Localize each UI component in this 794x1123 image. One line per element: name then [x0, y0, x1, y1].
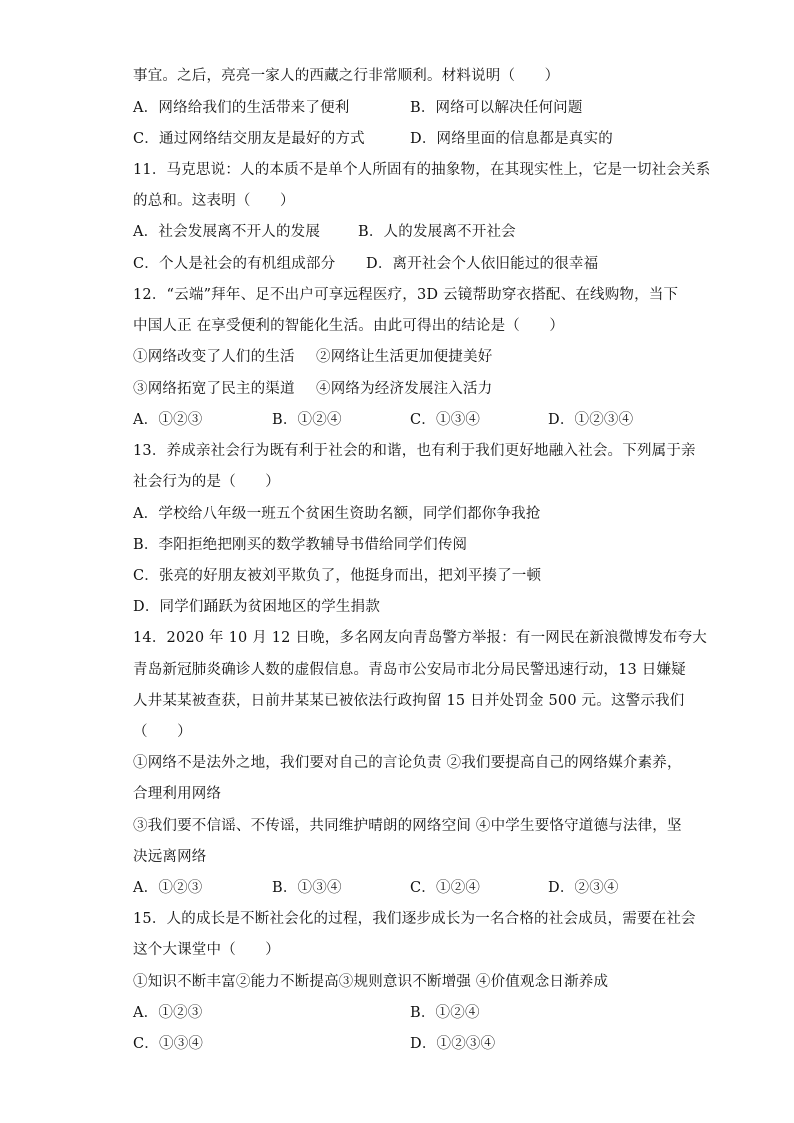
q14-stem-line-3: 人井某某被查获，日前井某某已被依法行政拘留 15 日并处罚金 500 元。这警示我们 [133, 693, 685, 709]
q10-stem-tail: 事宜。之后，亮亮一家人的西藏之行非常顺利。材料说明（ ） [133, 68, 560, 84]
q14-option-b: B．①③④ [272, 880, 342, 896]
q13-stem-line-1: 13．养成亲社会行为既有利于社会的和谐，也有利于我们更好地融入社会。下列属于亲 [133, 443, 696, 459]
q12-statement-3: ③网络拓宽了民主的渠道 [133, 381, 295, 397]
q12-option-c: C．①③④ [410, 412, 481, 428]
q10-option-d: D．网络里面的信息都是真实的 [410, 131, 613, 147]
q14-stem-line-4: （ ） [133, 724, 192, 740]
q14-stem-line-2: 青岛新冠肺炎确诊人数的虚假信息。青岛市公安局市北分局民警迅速行动，13 日嫌疑 [133, 662, 686, 678]
q13-option-c: C．张亮的好朋友被刘平欺负了，他挺身而出，把刘平揍了一顿 [133, 568, 542, 584]
q12-option-b: B．①②④ [272, 412, 342, 428]
q10-option-b: B．网络可以解决任何问题 [410, 100, 583, 116]
q11-option-d: D．离开社会个人依旧能过的很幸福 [366, 256, 599, 272]
q14-stem-line-1: 14．2020 年 10 月 12 日晚，多名网友向青岛警方举报：有一网民在新浪微博发布夸大 [133, 630, 707, 646]
q13-option-d: D．同学们踊跃为贫困地区的学生捐款 [133, 599, 381, 615]
q12-statement-4: ④网络为经济发展注入活力 [316, 381, 493, 397]
q14-option-d: D．②③④ [548, 880, 619, 896]
q10-option-a: A．网络给我们的生活带来了便利 [133, 100, 350, 116]
q12-option-d: D．①②③④ [548, 412, 634, 428]
q15-option-b: B．①②④ [410, 1005, 480, 1021]
q10-option-c: C．通过网络结交朋友是最好的方式 [133, 131, 365, 147]
q14-statement-line-4: 决远离网络 [133, 849, 207, 865]
q12-stem-line-1: 12．“云端”拜年、足不出户可享远程医疗，3D 云镜帮助穿衣搭配、在线购物，当下 [133, 287, 679, 303]
q12-statement-1: ①网络改变了人们的生活 [133, 349, 295, 365]
q15-stem-line-1: 15．人的成长是不断社会化的过程，我们逐步成长为一名合格的社会成员，需要在社会 [133, 911, 696, 927]
q14-statement-line-2: 合理利用网络 [133, 786, 222, 802]
q15-option-c: C．①③④ [133, 1036, 204, 1052]
q12-stem-line-2: 中国人正 在享受便利的智能化生活。由此可得出的结论是（ ） [133, 318, 565, 334]
q14-option-c: C．①②④ [410, 880, 481, 896]
q11-option-b: B．人的发展离不开社会 [358, 224, 516, 240]
q11-option-c: C．个人是社会的有机组成部分 [133, 256, 336, 272]
q15-statements: ①知识不断丰富②能力不断提高③规则意识不断增强 ④价值观念日渐养成 [133, 974, 609, 990]
q13-option-b: B．李阳拒绝把刚买的数学教辅导书借给同学们传阅 [133, 537, 468, 553]
q13-stem-line-2: 社会行为的是（ ） [133, 474, 280, 490]
q15-option-a: A．①②③ [133, 1005, 203, 1021]
q11-stem-line-1: 11．马克思说：人的本质不是单个人所固有的抽象物，在其现实性上，它是一切社会关系 [133, 162, 711, 178]
q15-stem-line-2: 这个大课堂中（ ） [133, 942, 280, 958]
q12-option-a: A．①②③ [133, 412, 203, 428]
q11-option-a: A．社会发展离不开人的发展 [133, 224, 321, 240]
q14-statement-line-1: ①网络不是法外之地，我们要对自己的言论负责 ②我们要提高自己的网络媒介素养， [133, 755, 682, 771]
q11-stem-line-2: 的总和。这表明（ ） [133, 193, 295, 209]
q14-statement-line-3: ③我们要不信谣、不传谣，共同维护晴朗的网络空间 ④中学生要恪守道德与法律，坚 [133, 818, 682, 834]
q15-option-d: D．①②③④ [410, 1036, 496, 1052]
q14-option-a: A．①②③ [133, 880, 203, 896]
q13-option-a: A．学校给八年级一班五个贫困生资助名额，同学们都你争我抢 [133, 506, 541, 522]
q12-statement-2: ②网络让生活更加便捷美好 [316, 349, 493, 365]
